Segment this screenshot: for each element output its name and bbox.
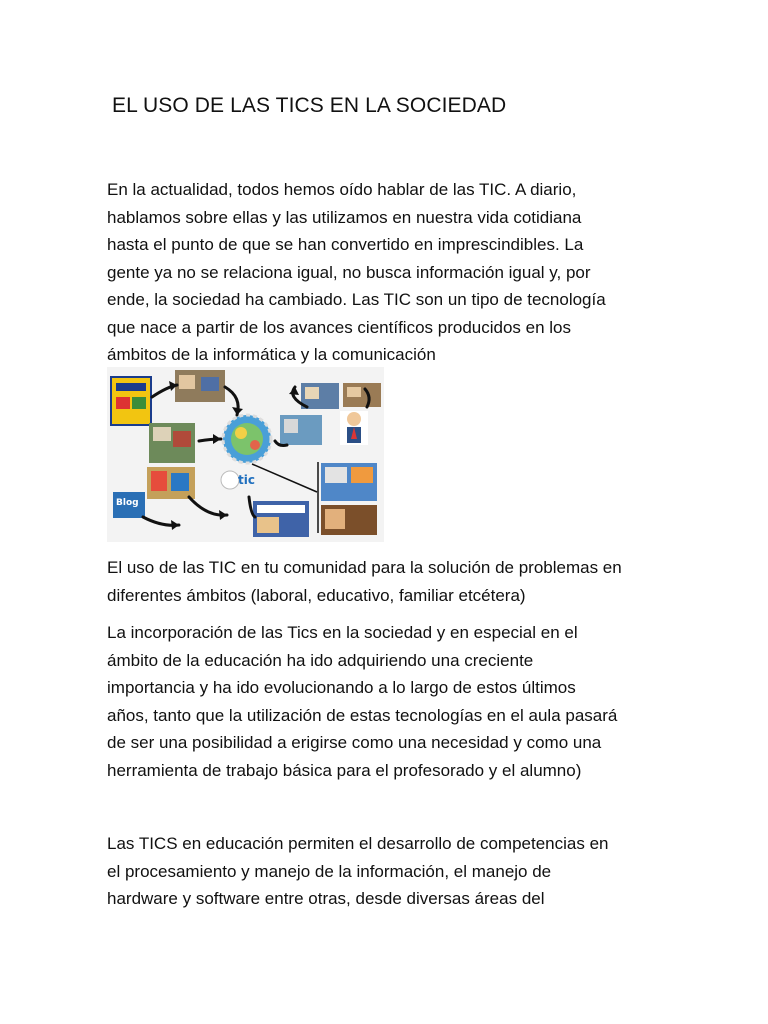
paragraph-line: ámbitos de la informática y la comunicación [107,345,436,364]
education-paragraph [107,619,667,784]
paragraph-line: años, tanto que la utilización de estas tecnologías en el aula pasará [107,705,618,725]
document-title: EL USO DE LAS TICS EN LA SOCIEDAD [112,94,507,117]
paragraph-line: hablamos sobre ellas y las utilizamos en nuestra vida cotidiana [107,207,582,227]
tic-logo-label: tic [238,473,255,487]
competencies-paragraph [107,830,667,913]
intro-paragraph [107,176,667,369]
paragraph-line: La incorporación de las Tics en la sociedad y en especial en el [107,623,578,642]
paragraph-line: herramienta de trabajo básica para el profesorado y el alumno) [107,760,582,780]
paragraph-line: Las TICS en educación permiten el desarrollo de competencias en [107,834,609,853]
paragraph-line: hardware y software entre otras, desde diversas áreas del [107,889,545,908]
paragraph-line: diferentes ámbitos (laboral, educativo, familiar etcétera) [107,585,526,605]
paragraph-line: En la actualidad, todos hemos oído hablar de las TIC. A diario, [107,180,577,199]
tic-collage-image [107,367,384,542]
paragraph-line: ámbito de la educación ha ido adquiriendo una creciente [107,650,534,670]
paragraph-line: El uso de las TIC en tu comunidad para la solución de problemas en [107,558,622,577]
paragraph-line: que nace a partir de los avances científicos producidos en los [107,317,571,337]
paragraph-line: de ser una posibilidad a erigirse como una necesidad y como una [107,733,602,752]
community-paragraph [107,554,667,609]
paragraph-line: hasta el punto de que se han convertido en imprescindibles. La [107,235,584,254]
paragraph-line: ende, la sociedad ha cambiado. Las TIC son un tipo de tecnología [107,290,606,309]
paragraph-line: gente ya no se relaciona igual, no busca información igual y, por [107,262,591,282]
paragraph-line: importancia y ha ido evolucionando a lo largo de estos últimos [107,678,576,697]
paragraph-line: el procesamiento y manejo de la información, el manejo de [107,861,552,881]
blog-label: Blog [116,498,139,508]
